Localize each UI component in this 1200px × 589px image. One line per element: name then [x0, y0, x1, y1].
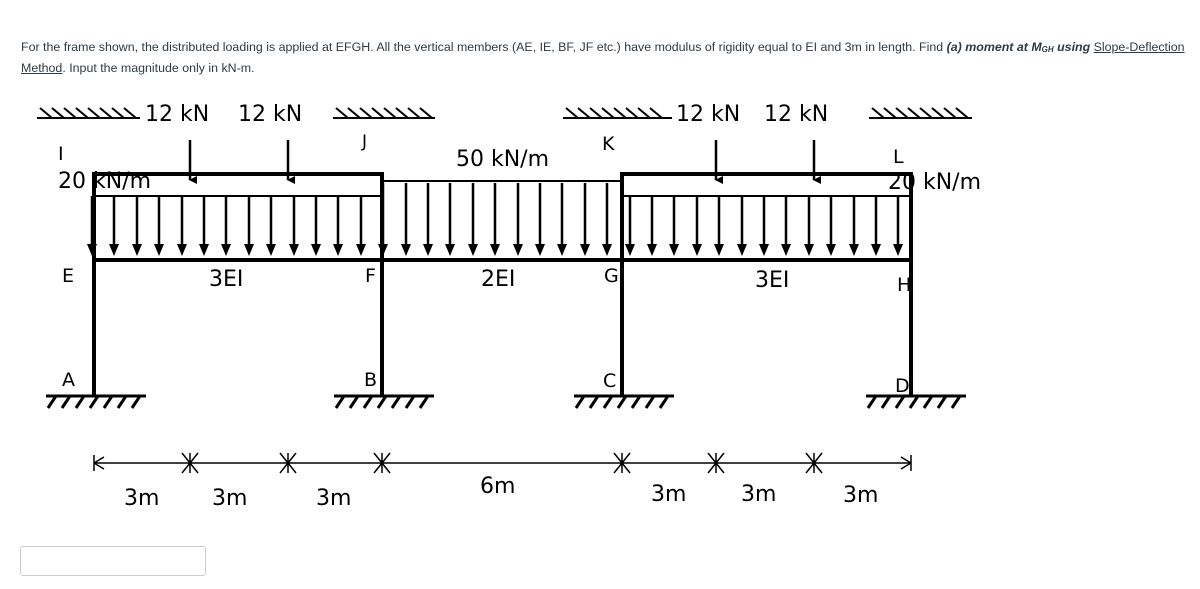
udl-arrowhead	[580, 244, 590, 256]
question-part1: For the frame shown, the distributed loading is applied at EFGH. All the vertical members (AE, IE, BF, JF etc.) have modulus of rigidity equal to EI and 3m in length. Find	[21, 40, 944, 54]
question-part-a: (a)	[946, 40, 962, 54]
dimension-label-7: 3m	[843, 483, 879, 508]
node-label-d: D	[895, 375, 910, 397]
udl-label-middle: 50 kN/m	[456, 147, 550, 172]
node-label-c: C	[603, 370, 617, 392]
udl-arrowhead	[423, 244, 433, 256]
udl-arrowhead	[289, 244, 299, 256]
udl-arrowhead	[244, 244, 254, 256]
udl-arrowhead	[154, 244, 164, 256]
udl-arrowhead	[602, 244, 612, 256]
dimension-label-6: 3m	[741, 482, 777, 507]
udl-arrowhead	[849, 244, 859, 256]
slope-deflection-link[interactable]: Slope-Deflection Method	[21, 40, 1185, 75]
node-label-f: F	[365, 265, 376, 287]
load-label-p2: 12 kN	[238, 102, 303, 127]
udl-arrowhead	[109, 244, 119, 256]
udl-arrowhead	[177, 244, 187, 256]
load-label-p1: 12 kN	[145, 102, 210, 127]
udl-arrowhead	[132, 244, 142, 256]
udl-arrowhead	[333, 244, 343, 256]
node-label-g: G	[604, 265, 619, 287]
stiffness-label-ef: 3EI	[209, 267, 244, 292]
dimension-label-3: 3m	[316, 486, 352, 511]
answer-input[interactable]	[20, 546, 206, 576]
udl-arrowhead	[871, 244, 881, 256]
udl-arrowhead	[199, 244, 209, 256]
udl-arrowhead	[804, 244, 814, 256]
udl-arrowhead	[692, 244, 702, 256]
udl-arrowhead	[535, 244, 545, 256]
udl-arrowhead	[221, 244, 231, 256]
dimension-label-5: 3m	[651, 482, 687, 507]
dimension-line	[94, 453, 911, 473]
udl-arrowhead	[490, 244, 500, 256]
udl-arrowhead	[781, 244, 791, 256]
fixed-supports	[46, 396, 966, 408]
udl-arrowhead	[737, 244, 747, 256]
dimension-label-2: 3m	[212, 486, 248, 511]
udl-label-right: 20 kN/m	[888, 170, 982, 195]
question-moment-sub: GH	[1041, 45, 1054, 54]
load-label-p4: 12 kN	[764, 102, 829, 127]
udl-arrowhead	[893, 244, 903, 256]
udl-arrowhead	[468, 244, 478, 256]
node-label-b: B	[364, 369, 378, 391]
udl-arrowhead	[513, 244, 523, 256]
stiffness-label-fg: 2EI	[481, 267, 516, 292]
node-label-h: H	[897, 274, 912, 296]
dimension-label-1: 3m	[124, 486, 160, 511]
udl-arrowhead	[647, 244, 657, 256]
stiffness-label-gh: 3EI	[755, 268, 790, 293]
question-part2: . Input the magnitude only in kN-m.	[62, 61, 255, 75]
node-label-i: I	[58, 143, 64, 165]
node-label-k: K	[602, 133, 615, 155]
udl-arrowhead	[714, 244, 724, 256]
udl-arrowhead	[311, 244, 321, 256]
udl-arrowhead	[557, 244, 567, 256]
udl-arrowhead	[445, 244, 455, 256]
udl-arrowhead	[401, 244, 411, 256]
question-using: using	[1057, 40, 1091, 54]
dimension-label-4: 6m	[480, 474, 516, 499]
udl-arrowhead	[266, 244, 276, 256]
udl-arrowhead	[378, 244, 388, 256]
udl-label-left: 20 kN/m	[58, 169, 152, 194]
question-moment: moment at M	[965, 40, 1042, 54]
udl-arrowhead	[356, 244, 366, 256]
udl-arrowhead	[826, 244, 836, 256]
node-label-e: E	[62, 265, 75, 287]
udl-arrowhead	[669, 244, 679, 256]
udl-arrowhead	[625, 244, 635, 256]
node-label-a: A	[62, 369, 75, 391]
node-label-l: L	[893, 146, 904, 168]
node-label-j: J	[362, 132, 368, 152]
distributed-load-arrows	[87, 183, 911, 256]
udl-arrowhead	[759, 244, 769, 256]
load-label-p3: 12 kN	[676, 102, 741, 127]
